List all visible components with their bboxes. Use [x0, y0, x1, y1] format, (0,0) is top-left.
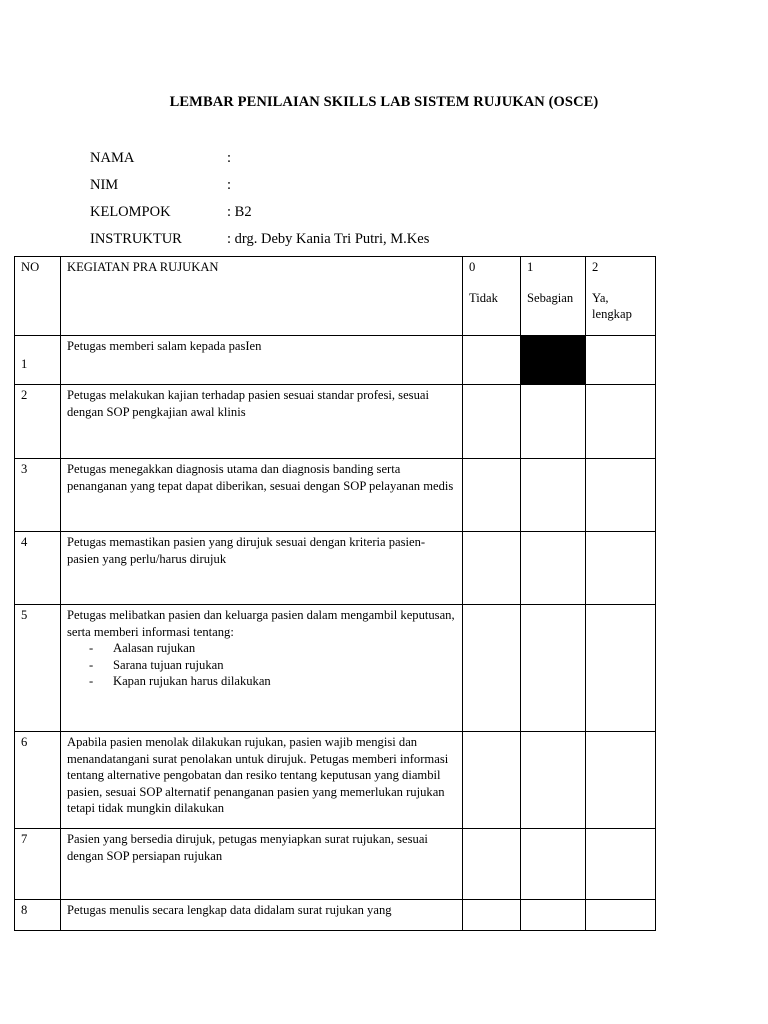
- row-no: 7: [15, 829, 61, 900]
- row-no: 5: [15, 605, 61, 732]
- info-label-instruktur: INSTRUKTUR: [90, 231, 182, 247]
- header-activity: KEGIATAN PRA RUJUKAN: [61, 257, 463, 336]
- header-score-0: [463, 257, 521, 336]
- table-row: [15, 829, 656, 900]
- info-value-nama: :: [227, 150, 232, 166]
- score-cell-1-blocked: [521, 336, 586, 385]
- row-no: 8: [15, 900, 61, 931]
- bullet-item: - Sarana tujuan rujukan: [89, 657, 457, 674]
- score-cell-2[interactable]: [586, 532, 656, 605]
- row-no: 6: [15, 732, 61, 829]
- bullet-item: - Aalasan rujukan: [89, 640, 457, 657]
- score-cell-1[interactable]: [521, 385, 586, 459]
- header-no: NO: [15, 257, 61, 336]
- score-cell-0[interactable]: [463, 732, 521, 829]
- row-activity: Petugas menegakkan diagnosis utama dan diagnosis banding serta penanganan yang tepat dapat diberikan, sesuai dengan SOP pelayanan medis: [61, 459, 463, 532]
- row-no: [15, 336, 61, 385]
- score-cell-2[interactable]: [586, 459, 656, 532]
- document-title: LEMBAR PENILAIAN SKILLS LAB SISTEM RUJUKAN (OSCE): [169, 94, 599, 110]
- score-cell-2[interactable]: [586, 336, 656, 385]
- info-value-instruktur: : drg. Deby Kania Tri Putri, M.Kes: [227, 231, 430, 247]
- info-label-kelompok: KELOMPOK: [90, 204, 171, 220]
- row-no: 2: [15, 385, 61, 459]
- score-0-number: 0: [469, 260, 476, 274]
- score-cell-1[interactable]: [521, 732, 586, 829]
- score-1-label: Sebagian: [527, 290, 574, 305]
- row-activity: [61, 605, 463, 732]
- score-cell-1[interactable]: [521, 532, 586, 605]
- score-cell-1[interactable]: [521, 459, 586, 532]
- score-cell-1[interactable]: [521, 829, 586, 900]
- assessment-table: [14, 256, 656, 931]
- score-cell-0[interactable]: [463, 532, 521, 605]
- score-cell-2[interactable]: [586, 900, 656, 931]
- table-row: [15, 459, 656, 532]
- table-header-row: [15, 257, 656, 336]
- score-cell-0[interactable]: [463, 459, 521, 532]
- bullet-item: - Kapan rujukan harus dilakukan: [89, 673, 457, 690]
- table-row: [15, 336, 656, 385]
- score-cell-0[interactable]: [463, 605, 521, 732]
- row-activity-text: Petugas melibatkan pasien dan keluarga pasien dalam mengambil keputusan, serta memberi informasi tentang:: [67, 608, 455, 639]
- score-2-label: Ya, lengkap: [592, 290, 632, 321]
- info-label-nim: NIM: [90, 177, 119, 193]
- row-no-value: 1: [21, 357, 28, 371]
- score-cell-1[interactable]: [521, 605, 586, 732]
- score-cell-0[interactable]: [463, 385, 521, 459]
- info-value-kelompok: : B2: [227, 204, 252, 220]
- row-activity: Petugas memastikan pasien yang dirujuk sesuai dengan kriteria pasien-pasien yang perlu/harus dirujuk: [61, 532, 463, 605]
- score-cell-2[interactable]: [586, 732, 656, 829]
- row-activity: Petugas memberi salam kepada pasIen: [61, 336, 463, 385]
- score-cell-2[interactable]: [586, 605, 656, 732]
- row-activity: Petugas melakukan kajian terhadap pasien sesuai standar profesi, sesuai dengan SOP pengkajian awal klinis: [61, 385, 463, 459]
- bullet-list: [67, 640, 457, 690]
- info-value-nim: :: [227, 177, 232, 193]
- table-row: [15, 605, 656, 732]
- row-no: 4: [15, 532, 61, 605]
- header-score-2: [586, 257, 656, 336]
- table-row: [15, 732, 656, 829]
- header-score-1: [521, 257, 586, 336]
- table-row: [15, 900, 656, 931]
- row-activity: Petugas menulis secara lengkap data didalam surat rujukan yang: [61, 900, 463, 931]
- info-label-nama: NAMA: [90, 150, 135, 166]
- score-cell-2[interactable]: [586, 829, 656, 900]
- score-cell-0[interactable]: [463, 336, 521, 385]
- table-row: [15, 385, 656, 459]
- score-0-label: Tidak: [469, 290, 498, 305]
- row-activity: Pasien yang bersedia dirujuk, petugas menyiapkan surat rujukan, sesuai dengan SOP persiapan rujukan: [61, 829, 463, 900]
- score-cell-2[interactable]: [586, 385, 656, 459]
- table-row: [15, 532, 656, 605]
- row-no: 3: [15, 459, 61, 532]
- score-cell-0[interactable]: [463, 829, 521, 900]
- score-cell-0[interactable]: [463, 900, 521, 931]
- score-1-number: 1: [527, 260, 534, 274]
- row-activity: Apabila pasien menolak dilakukan rujukan, pasien wajib mengisi dan menandatangani surat penolakan untuk dirujuk. Petugas memberi informasi tentang alternative pengobatan dan resiko tentang keputusan yang diambil pasien, sesuai SOP alternatif penanganan pasien yang memerlukan rujukan tetapi tidak mungkin dilakukan: [61, 732, 463, 829]
- score-cell-1[interactable]: [521, 900, 586, 931]
- score-2-number: 2: [592, 260, 599, 274]
